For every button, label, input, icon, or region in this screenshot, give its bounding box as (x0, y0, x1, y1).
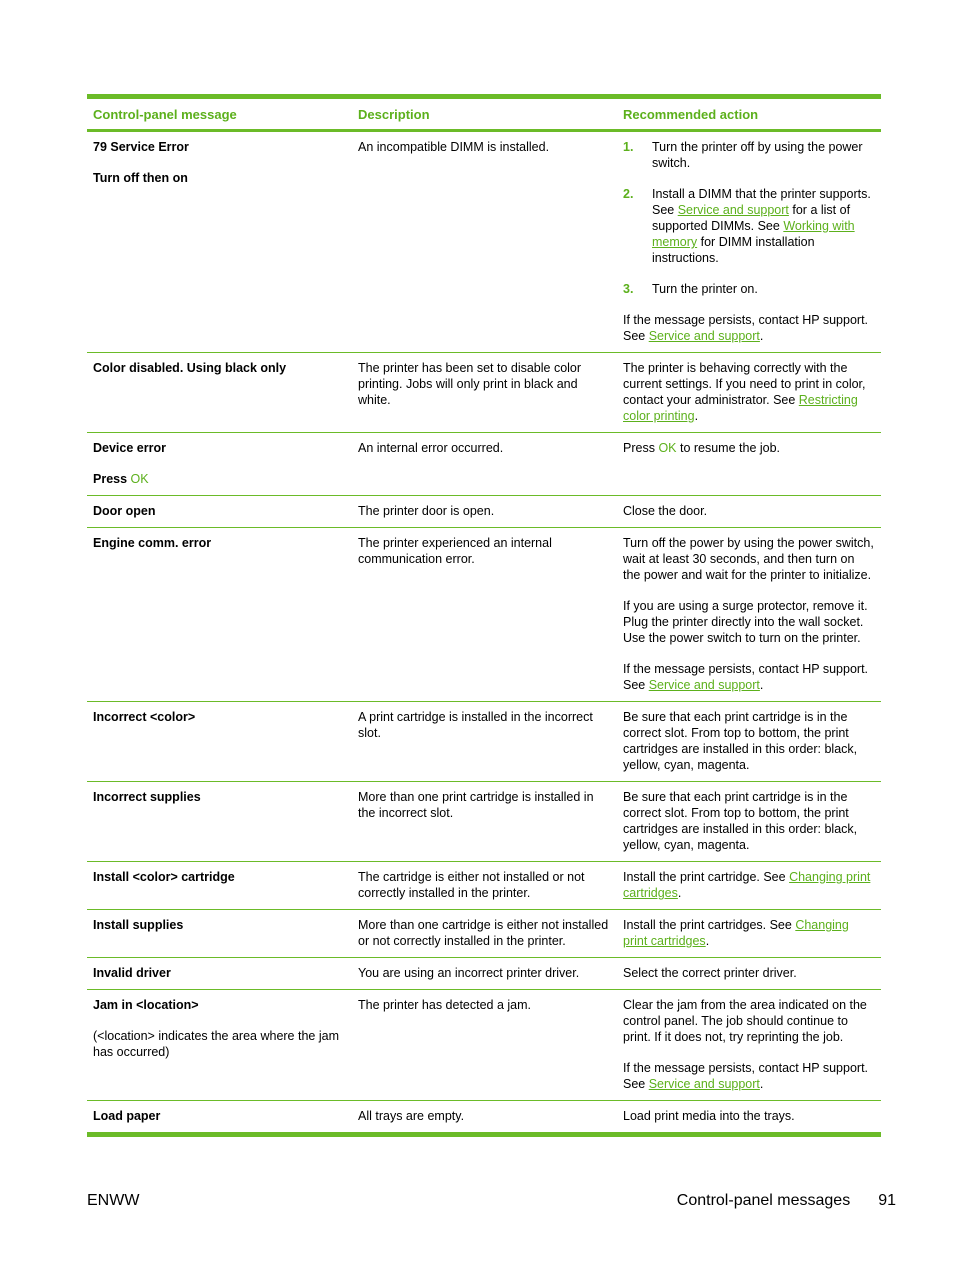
footer-edition: ENWW (87, 1192, 140, 1209)
message-cell: Install <color> cartridge (93, 870, 235, 884)
step-text (652, 186, 875, 266)
action-text-part: If the message persists, contact HP support. See (623, 313, 869, 343)
description-cell: The printer door is open. (358, 504, 495, 518)
step-text: Turn the printer on. (652, 282, 758, 296)
action-text-part: If the message persists, contact HP support. See (623, 662, 869, 692)
table-row (87, 958, 881, 990)
message-note: (<location> indicates the area where the jam has occurred) (93, 1029, 339, 1059)
changing-print-cartridges-link[interactable]: Changing print cartridges (623, 870, 871, 900)
header-recommended-action: Recommended action (623, 106, 759, 122)
table-row (87, 1101, 881, 1132)
header-description: Description (358, 106, 430, 122)
action-cell: Close the door. (623, 504, 708, 518)
step-item (623, 186, 875, 266)
step-text-part: Install a DIMM that the printer supports. See (652, 187, 871, 217)
step-number: 2. (623, 187, 634, 201)
description-cell: You are using an incorrect printer driver. (358, 966, 580, 980)
message-cell: Invalid driver (93, 966, 171, 980)
action-paragraph (623, 661, 875, 693)
step-number: 1. (623, 140, 634, 154)
table-row (87, 433, 881, 496)
message-cell (87, 433, 352, 495)
action-cell (617, 132, 881, 352)
table-row (87, 990, 881, 1101)
description-cell: An internal error occurred. (358, 441, 504, 455)
footer-right (677, 1192, 896, 1210)
restricting-color-printing-link[interactable]: Restricting color printing (623, 393, 858, 423)
action-cell: Load print media into the trays. (623, 1109, 795, 1123)
action-steps (623, 139, 875, 297)
table-bottom-rule (87, 1132, 881, 1137)
action-text-part: to resume the job. (676, 441, 781, 455)
table-row (87, 132, 881, 353)
step-text-part: for DIMM installation instructions. (652, 235, 815, 265)
message-cell (87, 990, 352, 1100)
message-cell: Color disabled. Using black only (93, 361, 287, 375)
action-text-part: If the message persists, contact HP support. See (623, 1061, 869, 1091)
description-cell: A print cartridge is installed in the incorrect slot. (358, 710, 593, 740)
action-text-part: Install the print cartridges. See (623, 918, 796, 932)
action-text-part: Install the print cartridge. See (623, 870, 790, 884)
ok-button-label: OK (130, 472, 149, 486)
step-text: Turn the printer off by using the power switch. (652, 140, 863, 170)
action-cell (617, 862, 881, 909)
message-text-part: Press (93, 472, 131, 486)
table-row (87, 862, 881, 910)
action-cell (617, 990, 881, 1100)
description-cell: An incompatible DIMM is installed. (358, 140, 550, 154)
action-paragraph (623, 1060, 875, 1092)
action-text-part: . (759, 329, 764, 343)
message-text: Jam in <location> (93, 998, 199, 1012)
table-row (87, 496, 881, 528)
message-cell: Door open (93, 504, 156, 518)
step-text-part: for a list of supported DIMMs. See (652, 203, 851, 233)
action-cell (617, 433, 881, 495)
changing-print-cartridges-link[interactable]: Changing print cartridges (623, 918, 849, 948)
description-cell: More than one print cartridge is installed in the incorrect slot. (358, 790, 594, 820)
message-cell: Engine comm. error (93, 536, 212, 550)
action-paragraph: Turn off the power by using the power switch, wait at least 30 seconds, and then turn on the power and wait for the printer to initialize. (623, 536, 874, 582)
message-cell: Install supplies (93, 918, 184, 932)
action-cell (617, 910, 881, 957)
working-with-memory-link[interactable]: Working with memory (652, 219, 855, 249)
action-paragraph: If you are using a surge protector, remove it. Plug the printer directly into the wall socket. Use the power switch to turn on the printer. (623, 599, 868, 645)
table-header (87, 99, 881, 129)
message-cell: Incorrect <color> (93, 710, 196, 724)
table-row (87, 782, 881, 862)
step-number: 3. (623, 282, 634, 296)
message-cell (87, 132, 352, 352)
action-text-part: . (759, 1077, 764, 1091)
action-paragraph: Clear the jam from the area indicated on the control panel. The job should continue to print. If it does not, try reprinting the job. (623, 998, 867, 1044)
footer-section-title: Control-panel messages (676, 1192, 851, 1209)
table-row (87, 910, 881, 958)
service-and-support-link[interactable]: Service and support (677, 203, 789, 217)
action-text-part: . (705, 934, 710, 948)
service-and-support-link[interactable]: Service and support (648, 1077, 760, 1091)
step-item (623, 281, 875, 297)
action-text-part: . (677, 886, 682, 900)
action-cell: Select the correct printer driver. (623, 966, 797, 980)
action-cell: Be sure that each print cartridge is in the correct slot. From top to bottom, the print cartridges are installed in this order: black, yellow, cyan, magenta. (623, 790, 858, 852)
action-text-part: . (694, 409, 699, 423)
action-text-part: The printer is behaving correctly with the current settings. If you need to print in color, contact your administrator. See (623, 361, 866, 407)
message-subtext: Turn off then on (93, 171, 188, 185)
action-cell (617, 528, 881, 701)
description-cell: The printer experienced an internal communication error. (358, 536, 552, 566)
table-row (87, 353, 881, 433)
action-cell (617, 353, 881, 432)
page-number: 91 (878, 1192, 896, 1209)
action-text-part: . (759, 678, 764, 692)
message-cell: Load paper (93, 1109, 161, 1123)
description-cell: The printer has detected a jam. (358, 998, 532, 1012)
step-item (623, 139, 875, 171)
control-panel-messages-table (87, 94, 881, 1137)
description-cell: More than one cartridge is either not installed or not correctly installed in the printer. (358, 918, 609, 948)
action-paragraph (623, 312, 875, 344)
table-row (87, 528, 881, 702)
message-cell: Incorrect supplies (93, 790, 201, 804)
description-cell: All trays are empty. (358, 1109, 465, 1123)
header-control-panel-message: Control-panel message (93, 106, 237, 122)
table-row (87, 702, 881, 782)
action-cell: Be sure that each print cartridge is in the correct slot. From top to bottom, the print cartridges are installed in this order: black, yellow, cyan, magenta. (623, 710, 858, 772)
message-text: 79 Service Error (93, 140, 189, 154)
action-text-part: Press (623, 441, 659, 455)
message-subtext (93, 471, 346, 487)
service-and-support-link[interactable]: Service and support (648, 678, 760, 692)
ok-button-label: OK (658, 441, 677, 455)
message-text: Device error (93, 441, 166, 455)
description-cell: The cartridge is either not installed or not correctly installed in the printer. (358, 870, 585, 900)
service-and-support-link[interactable]: Service and support (648, 329, 760, 343)
description-cell: The printer has been set to disable color printing. Jobs will only print in black and white. (358, 361, 582, 407)
